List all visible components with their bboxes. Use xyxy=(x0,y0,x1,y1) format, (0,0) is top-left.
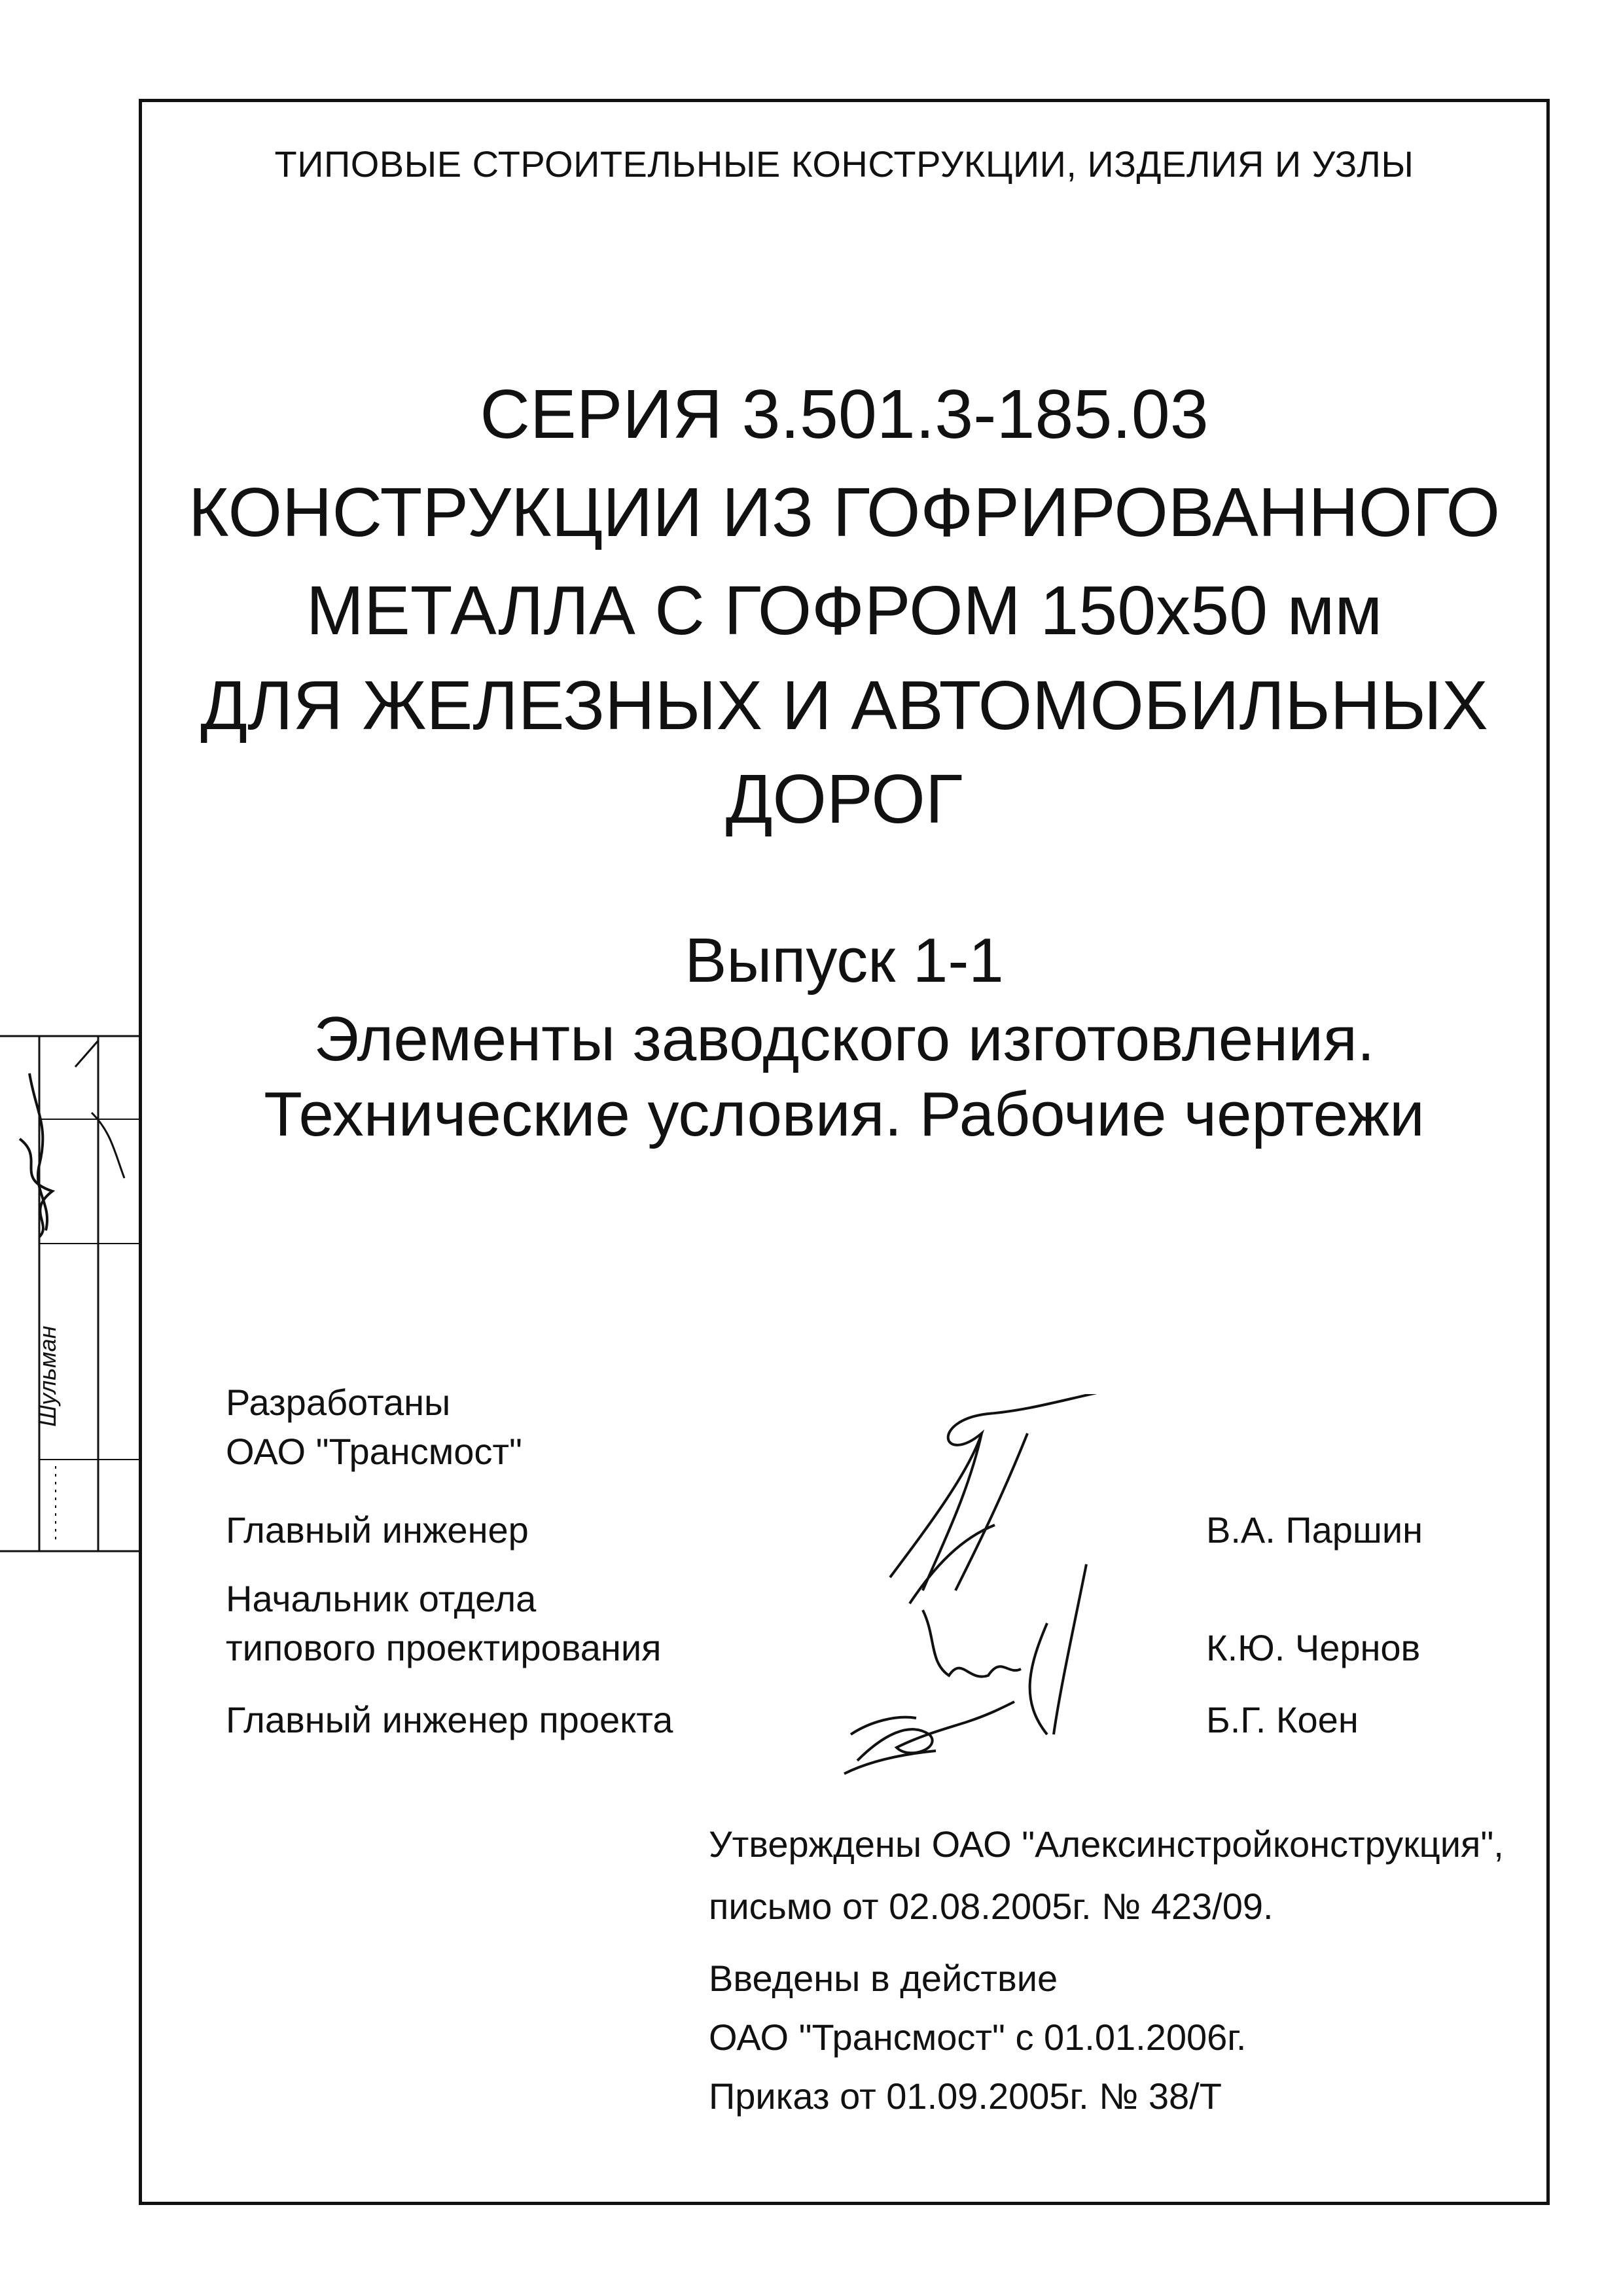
approval-line-5: Приказ от 01.09.2005г. № 38/Т xyxy=(709,2075,1222,2117)
role-chief-engineer: Главный инженер xyxy=(226,1509,529,1551)
signature-koen xyxy=(844,1702,1014,1774)
title-line-4: ДОРОГ xyxy=(725,761,963,838)
approval-line-1: Утверждены ОАО "Алексинстройконструкция", xyxy=(709,1823,1504,1865)
signature-chernov xyxy=(923,1564,1086,1734)
approval-line-2: письмо от 02.08.2005г. № 423/09. xyxy=(709,1886,1274,1927)
name-department-head: К.Ю. Чернов xyxy=(1206,1627,1421,1668)
title-line-2: МЕТАЛЛА С ГОФРОМ 150х50 мм xyxy=(306,572,1383,649)
series-title: СЕРИЯ 3.501.3-185.03 xyxy=(480,376,1209,453)
signatures xyxy=(831,1394,1171,1800)
role-project-chief-engineer: Главный инженер проекта xyxy=(226,1699,673,1740)
developed-label: Разработаны xyxy=(226,1382,451,1423)
margin-signature-2 xyxy=(75,1041,124,1178)
signature-parshin xyxy=(890,1394,1106,1604)
issue-subtitle-1: Элементы заводского изготовления. xyxy=(313,1004,1375,1074)
side-stamp-name: Шульман xyxy=(34,1325,61,1427)
approval-line-4: ОАО "Трансмост" с 01.01.2006г. xyxy=(709,2017,1247,2058)
name-chief-engineer: В.А. Паршин xyxy=(1206,1509,1423,1551)
title-line-3: ДЛЯ ЖЕЛЕЗНЫХ И АВТОМОБИЛЬНЫХ xyxy=(200,667,1488,744)
developed-org: ОАО "Трансмост" xyxy=(226,1431,522,1472)
issue-subtitle-2: Технические условия. Рабочие чертежи xyxy=(264,1079,1425,1149)
approval-line-3: Введены в действие xyxy=(709,1958,1058,1999)
issue-label: Выпуск 1-1 xyxy=(685,925,1004,996)
name-project-chief-engineer: Б.Г. Коен xyxy=(1206,1699,1359,1740)
document-header: ТИПОВЫЕ СТРОИТЕЛЬНЫЕ КОНСТРУКЦИИ, ИЗДЕЛИЯ И УЗЛЫ xyxy=(274,143,1414,185)
role-department-head-line-1: Начальник отдела xyxy=(226,1578,537,1619)
title-line-1: КОНСТРУКЦИИ ИЗ ГОФРИРОВАННОГО xyxy=(188,474,1501,551)
role-department-head-line-2: типового проектирования xyxy=(226,1627,662,1668)
side-stamp xyxy=(0,0,144,1571)
